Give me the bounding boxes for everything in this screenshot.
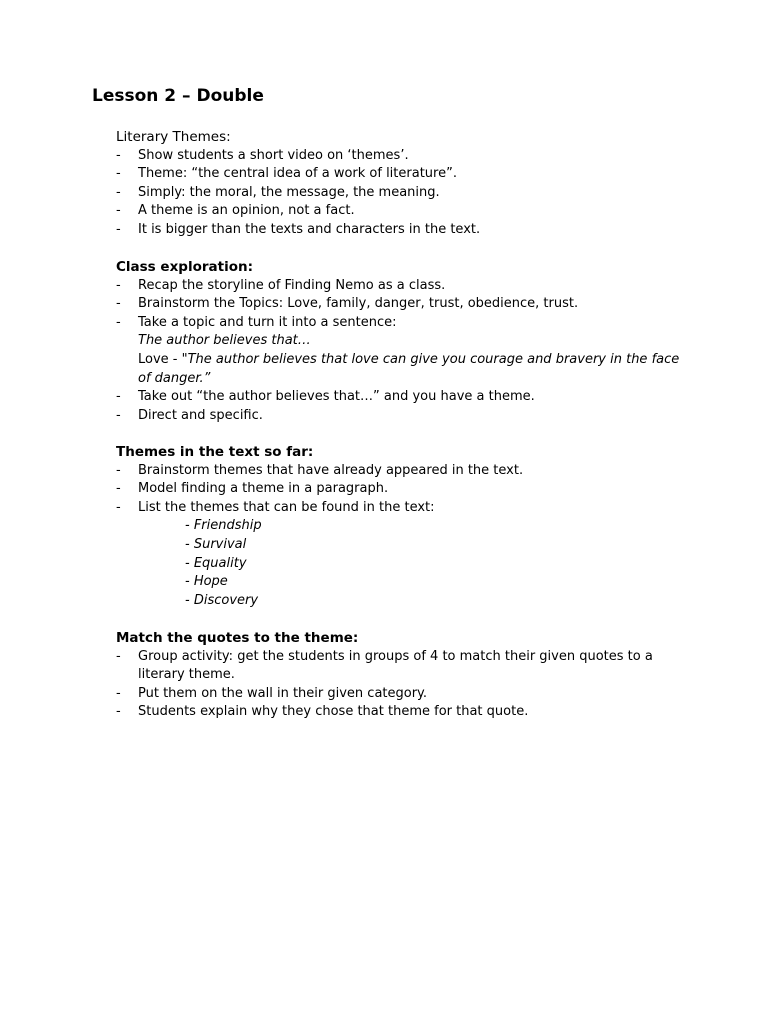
list-item-text: Students explain why they chose that theme for that quote. — [138, 704, 529, 720]
bullet-dash: - — [116, 166, 121, 182]
bullet-dash: - — [116, 296, 121, 312]
example-quote — [116, 351, 696, 370]
bullet-dash: - — [116, 704, 121, 720]
list-item-text: Group activity: get the students in groups of 4 to match their given quotes to a — [138, 648, 653, 664]
list-item — [116, 685, 696, 704]
section-match-quotes — [116, 629, 696, 722]
list-item — [116, 462, 696, 481]
list-item — [116, 648, 696, 667]
section-literary-themes — [116, 128, 696, 240]
list-item — [116, 295, 696, 314]
theme-entry: - Friendship — [185, 518, 262, 534]
section-heading: Match the quotes to the theme: — [116, 630, 359, 646]
theme-entry: - Hope — [185, 574, 228, 590]
list-item-text: Show students a short video on ‘themes’. — [138, 147, 409, 163]
bullet-dash: - — [116, 407, 121, 423]
bullet-dash: - — [116, 499, 121, 515]
lesson-title: Lesson 2 – Double — [92, 86, 264, 106]
theme-entry: - Survival — [185, 536, 247, 552]
bullet-dash: - — [116, 389, 121, 405]
list-item — [116, 703, 696, 722]
list-item-text: Brainstorm themes that have already appeared in the text. — [138, 462, 524, 478]
bullet-dash: - — [116, 277, 121, 293]
list-item — [116, 480, 696, 499]
list-item — [116, 165, 696, 184]
list-item — [116, 147, 696, 166]
list-item-text: Take out “the author believes that…” and you have a theme. — [138, 389, 535, 405]
list-item-text: Direct and specific. — [138, 407, 263, 423]
bullet-dash: - — [116, 481, 121, 497]
list-item — [116, 499, 696, 518]
bullet-dash: - — [116, 203, 121, 219]
section-class-exploration — [116, 258, 696, 425]
list-item — [116, 407, 696, 426]
section-heading: Literary Themes: — [116, 129, 231, 145]
list-item-text: A theme is an opinion, not a fact. — [138, 203, 355, 219]
list-item-text: Theme: “the central idea of a work of literature”. — [138, 166, 457, 182]
list-item — [116, 221, 696, 240]
list-item-text: Take a topic and turn it into a sentence: — [138, 314, 397, 330]
section-themes-in-text — [116, 443, 696, 610]
section-heading: Themes in the text so far: — [116, 444, 314, 460]
list-item — [116, 184, 696, 203]
list-item — [116, 314, 696, 333]
list-item-text: List the themes that can be found in the text: — [138, 499, 435, 515]
example-prompt: The author believes that… — [138, 333, 311, 349]
list-item-text: Model finding a theme in a paragraph. — [138, 481, 389, 497]
list-item — [116, 388, 696, 407]
example-prefix: Love - — [138, 351, 182, 367]
bullet-dash: - — [116, 685, 121, 701]
section-heading: Class exploration: — [116, 259, 253, 275]
example-quote-line1: "The author believes that love can give you courage and bravery in the face — [181, 351, 680, 367]
bullet-dash: - — [116, 147, 121, 163]
bullet-dash: - — [116, 221, 121, 237]
list-item-text: Put them on the wall in their given category. — [138, 685, 428, 701]
list-item — [116, 277, 696, 296]
bullet-dash: - — [116, 314, 121, 330]
bullet-dash: - — [116, 184, 121, 200]
list-item — [116, 202, 696, 221]
list-item-continuation: literary theme. — [138, 667, 235, 683]
list-item-text: Brainstorm the Topics: Love, family, danger, trust, obedience, trust. — [138, 296, 579, 312]
bullet-dash: - — [116, 462, 121, 478]
theme-entry: - Discovery — [185, 592, 259, 608]
bullet-dash: - — [116, 648, 121, 664]
list-item-text: It is bigger than the texts and characters in the text. — [138, 221, 481, 237]
theme-entry: - Equality — [185, 555, 247, 571]
example-quote-line2: of danger.” — [138, 370, 211, 386]
list-item-text: Recap the storyline of Finding Nemo as a class. — [138, 277, 446, 293]
list-item-text: Simply: the moral, the message, the meaning. — [138, 184, 440, 200]
